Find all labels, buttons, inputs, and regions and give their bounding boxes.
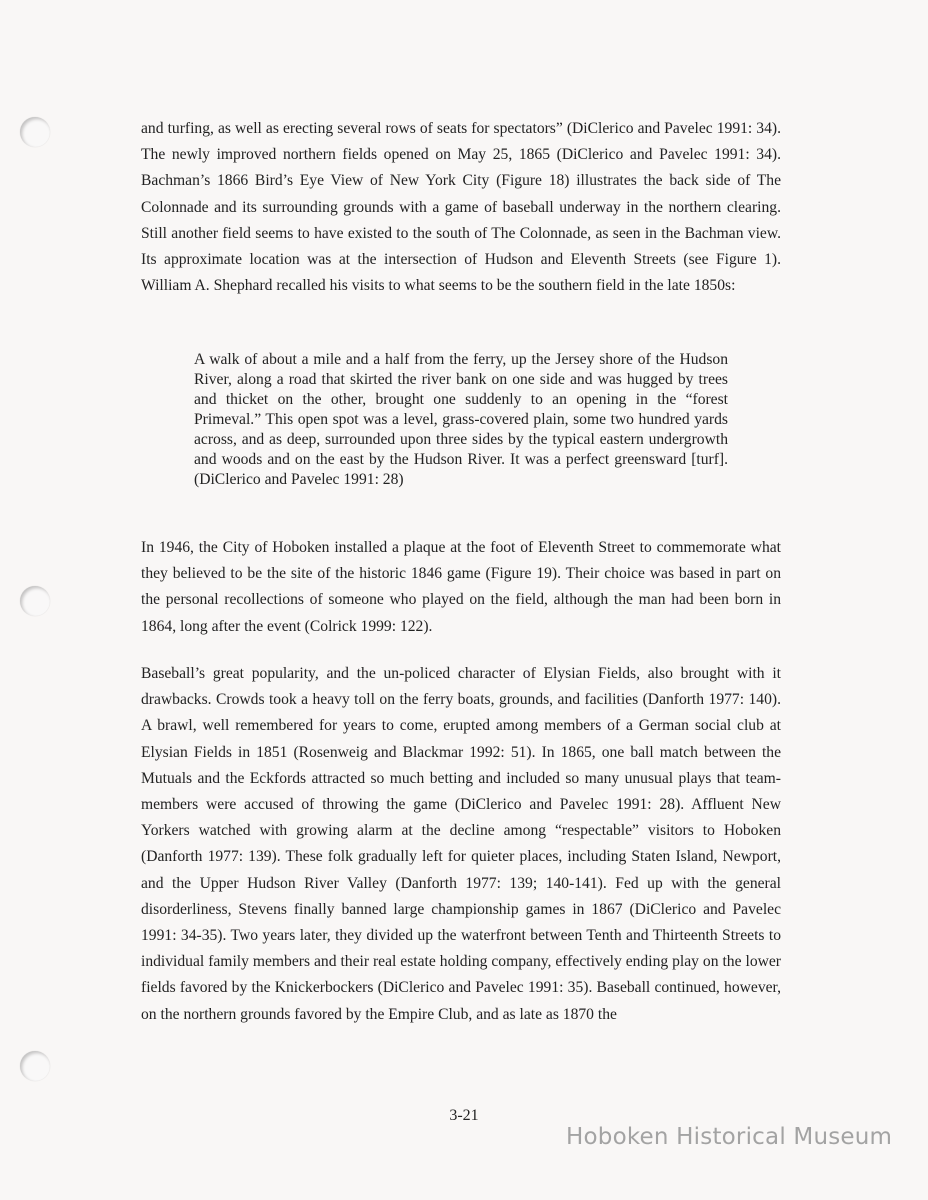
binder-hole: [20, 117, 50, 147]
binder-hole: [20, 1051, 50, 1081]
page-number: 3-21: [449, 1107, 479, 1124]
binder-hole: [20, 586, 50, 616]
body-paragraph: Baseball’s great popularity, and the un-policed character of Elysian Fields, also brought with it drawbacks. Crowds took a heavy toll on the ferry boats, grounds, and facilities (Danforth 1977: 140). A brawl, well remembered for years to come, erupted among members of a German social club at Elysian Fields in 1851 (Rosenweig and Blackmar 1992: 51). In 1865, one ball match between the Mutuals and the Eckfords attracted so much betting and included so many unusual plays that team-members were accused of throwing the game (DiClerico and Pavelec 1991: 28). Affluent New Yorkers watched with growing alarm at the decline among “respectable” visitors to Hoboken (Danforth 1977: 139). These folk gradually left for quieter places, including Staten Island, Newport, and the Upper Hudson River Valley (Danforth 1977: 139; 140-141). Fed up with the general disorderliness, Stevens finally banned large championship games in 1867 (DiClerico and Pavelec 1991: 34-35). Two years later, they divided up the waterfront between Tenth and Thirteenth Streets to individual family members and their real estate holding company, effectively ending play on the lower fields favored by the Knickerbockers (DiClerico and Pavelec 1991: 35). Baseball continued, however, on the northern grounds favored by the Empire Club, and as late as 1870 the: [141, 665, 781, 1023]
body-paragraph: and turfing, as well as erecting several rows of seats for spectators” (DiClerico and Pavelec 1991: 34). The newly improved northern fields opened on May 25, 1865 (DiClerico and Pavelec 1991: 34). Bachman’s 1866 Bird’s Eye View of New York City (Figure 18) illustrates the back side of The Colonnade and its surrounding grounds with a game of baseball underway in the northern clearing. Still another field seems to have existed to the south of The Colonnade, as seen in the Bachman view. Its approximate location was at the intersection of Hudson and Eleventh Streets (see Figure 1). William A. Shephard recalled his visits to what seems to be the southern field in the late 1850s:: [141, 120, 781, 295]
body-paragraph: In 1946, the City of Hoboken installed a plaque at the foot of Eleventh Street to commemorate what they believed to be the site of the historic 1846 game (Figure 19). Their choice was based in part on the personal recollections of someone who played on the field, although the man had been born in 1864, long after the event (Colrick 1999: 122).: [141, 539, 781, 635]
block-quote: A walk of about a mile and a half from the ferry, up the Jersey shore of the Hudson River, along a road that skirted the river bank on one side and was hugged by trees and thicket on the other, brought one suddenly to an opening in the “forest Primeval.” This open spot was a level, grass-covered plain, some two hundred yards across, and as deep, surrounded upon three sides by the typical eastern undergrowth and woods and on the east by the Hudson River. It was a perfect greensward [turf]. (DiClerico and Pavelec 1991: 28): [194, 351, 728, 488]
watermark: Hoboken Historical Museum: [566, 1124, 893, 1150]
